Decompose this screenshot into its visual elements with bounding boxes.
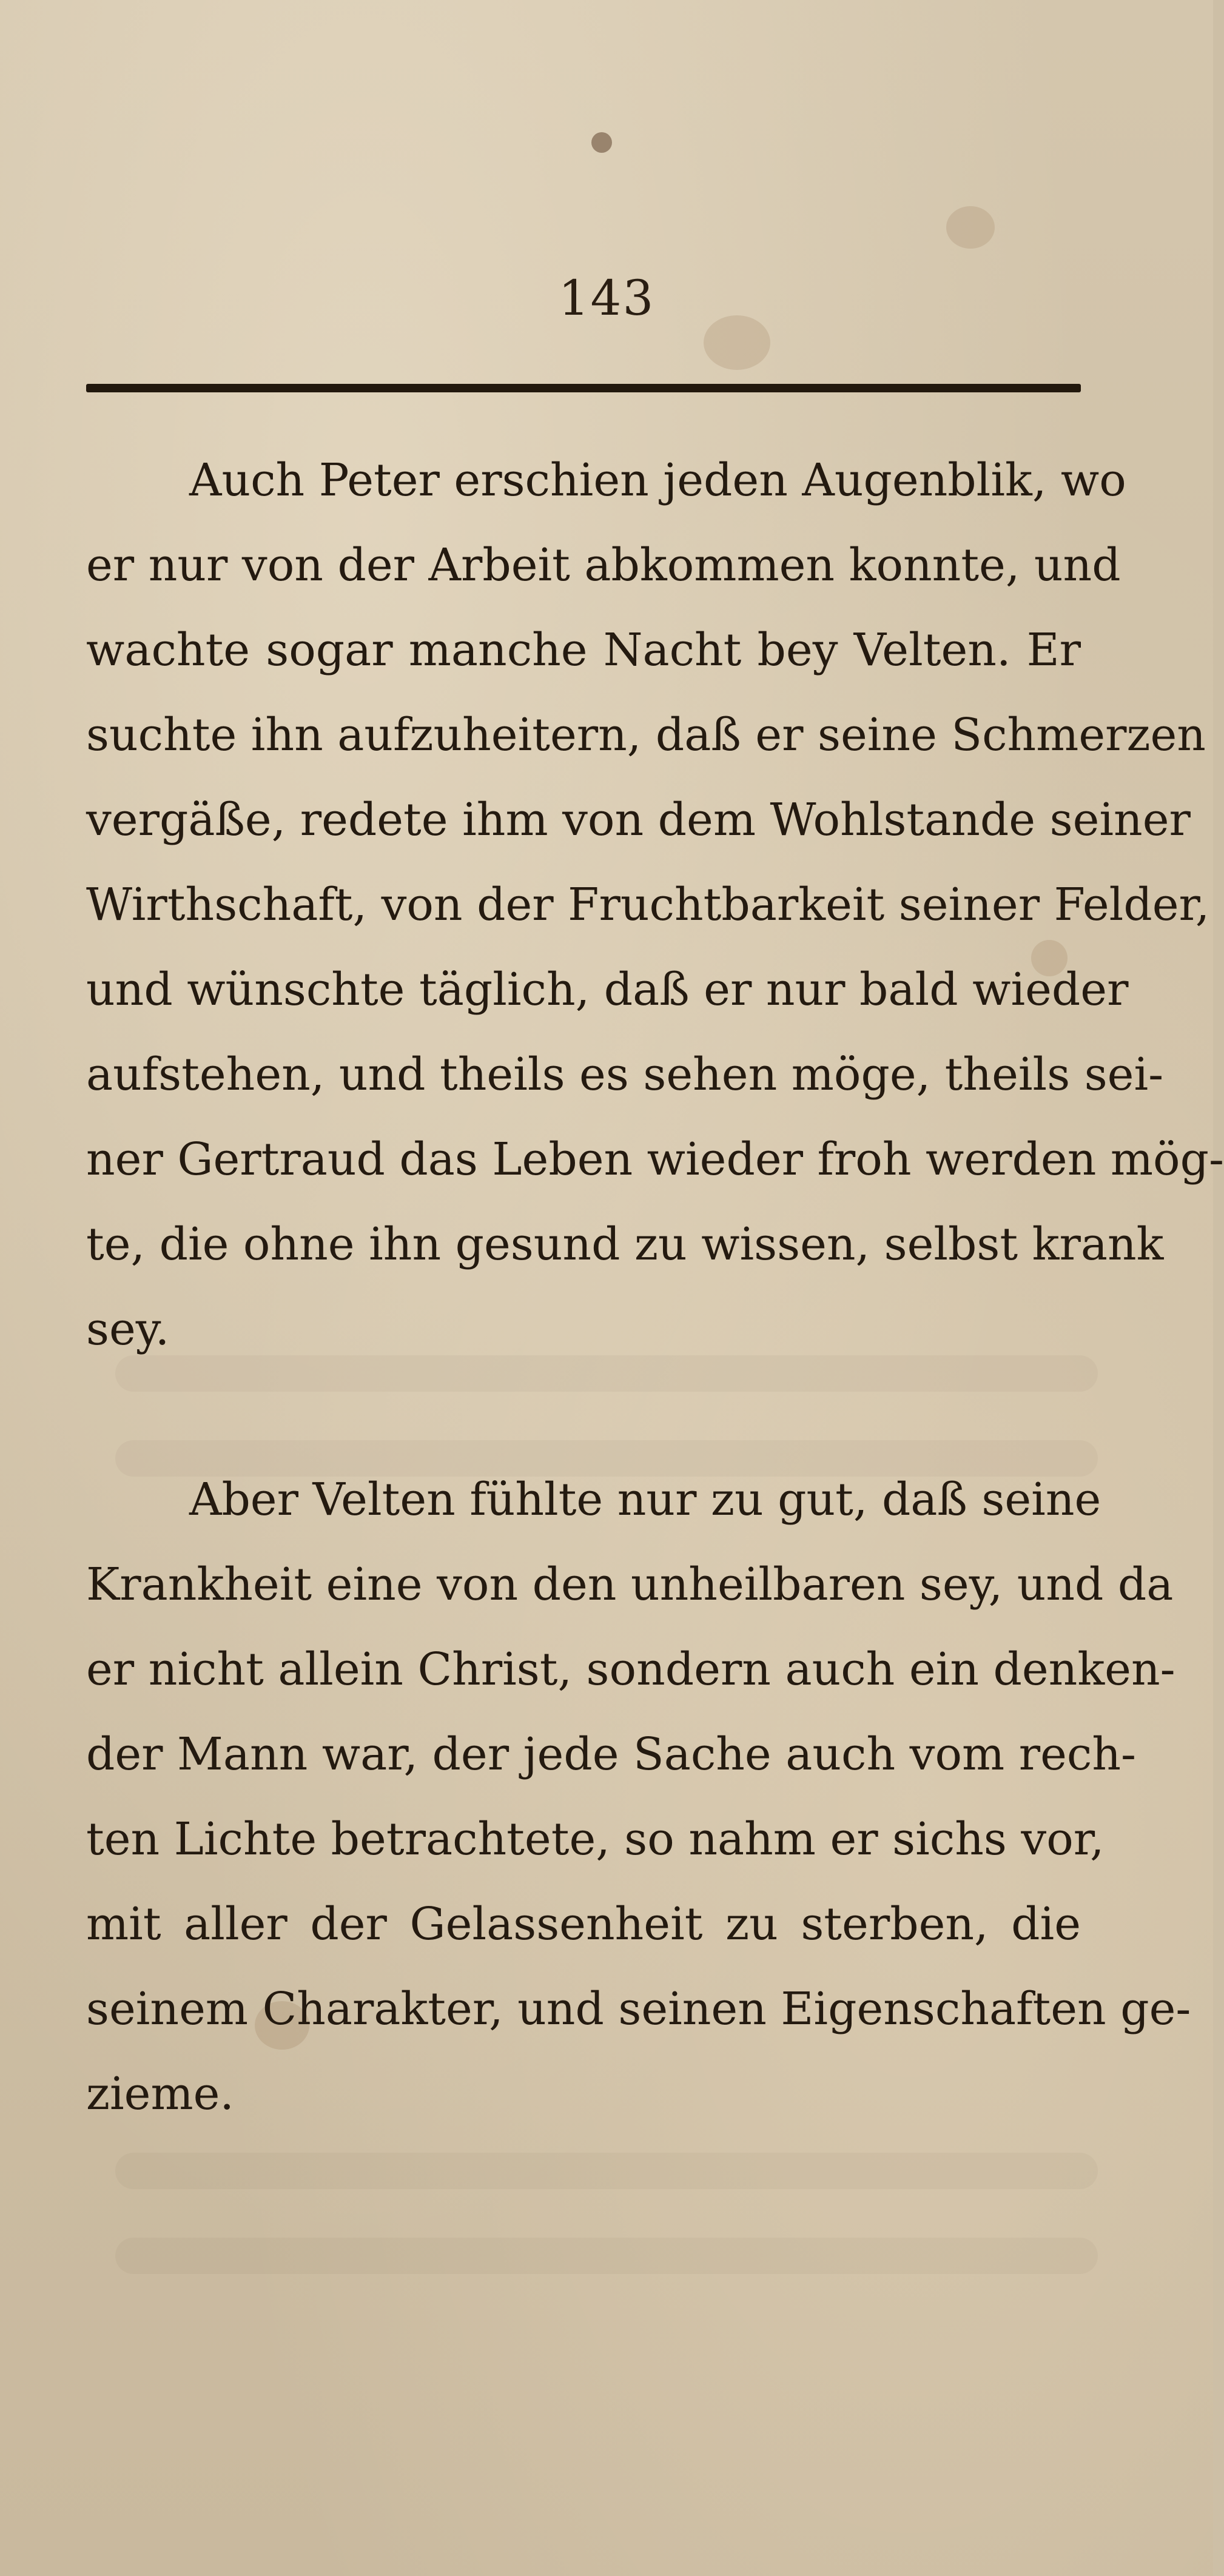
text-line: wachte sogar manche Nacht bey Velten. Er [86, 624, 1081, 676]
text-line: Krankheit eine von den unheilbaren sey, und da [86, 1558, 1174, 1611]
paragraph [86, 1457, 1191, 2136]
text-line: sey. [86, 1303, 170, 1355]
text-line: vergäße, redete ihm von dem Wohlstande seiner [86, 794, 1191, 846]
text-line: zieme. [86, 2068, 234, 2120]
show-through-shadow [115, 2238, 1098, 2274]
page-number: 143 [558, 270, 655, 326]
text-line: ner Gertraud das Leben wieder froh werden mög- [86, 1133, 1224, 1186]
paragraph [86, 438, 1224, 1372]
text-line: aufstehen, und theils es sehen möge, theils sei- [86, 1048, 1164, 1101]
ink-spot [591, 132, 612, 153]
show-through-shadow [115, 2153, 1098, 2189]
text-line: der Mann war, der jede Sache auch vom rech- [86, 1728, 1136, 1780]
text-line: er nur von der Arbeit abkommen konnte, und [86, 539, 1121, 591]
text-line: mit aller der Gelassenheit zu sterben, die [86, 1898, 1081, 1950]
text-line: ten Lichte betrachtete, so nahm er sichs vor, [86, 1813, 1105, 1865]
text-line: te, die ohne ihn gesund zu wissen, selbst krank [86, 1218, 1164, 1270]
text-line: suchte ihn aufzuheitern, daß er seine Schmerzen [86, 709, 1206, 761]
foxing-stain [946, 206, 995, 249]
header-rule [86, 384, 1081, 392]
text-line: und wünschte täglich, daß er nur bald wieder [86, 964, 1129, 1016]
text-line: Aber Velten fühlte nur zu gut, daß seine [189, 1474, 1101, 1526]
text-line: Auch Peter erschien jeden Augenblik, wo [189, 454, 1126, 506]
text-line: Wirthschaft, von der Fruchtbarkeit seiner Felder, [86, 879, 1210, 931]
text-line: seinem Charakter, und seinen Eigenschaften ge- [86, 1983, 1191, 2035]
text-line: er nicht allein Christ, sondern auch ein denken- [86, 1643, 1175, 1696]
foxing-stain [704, 315, 770, 370]
